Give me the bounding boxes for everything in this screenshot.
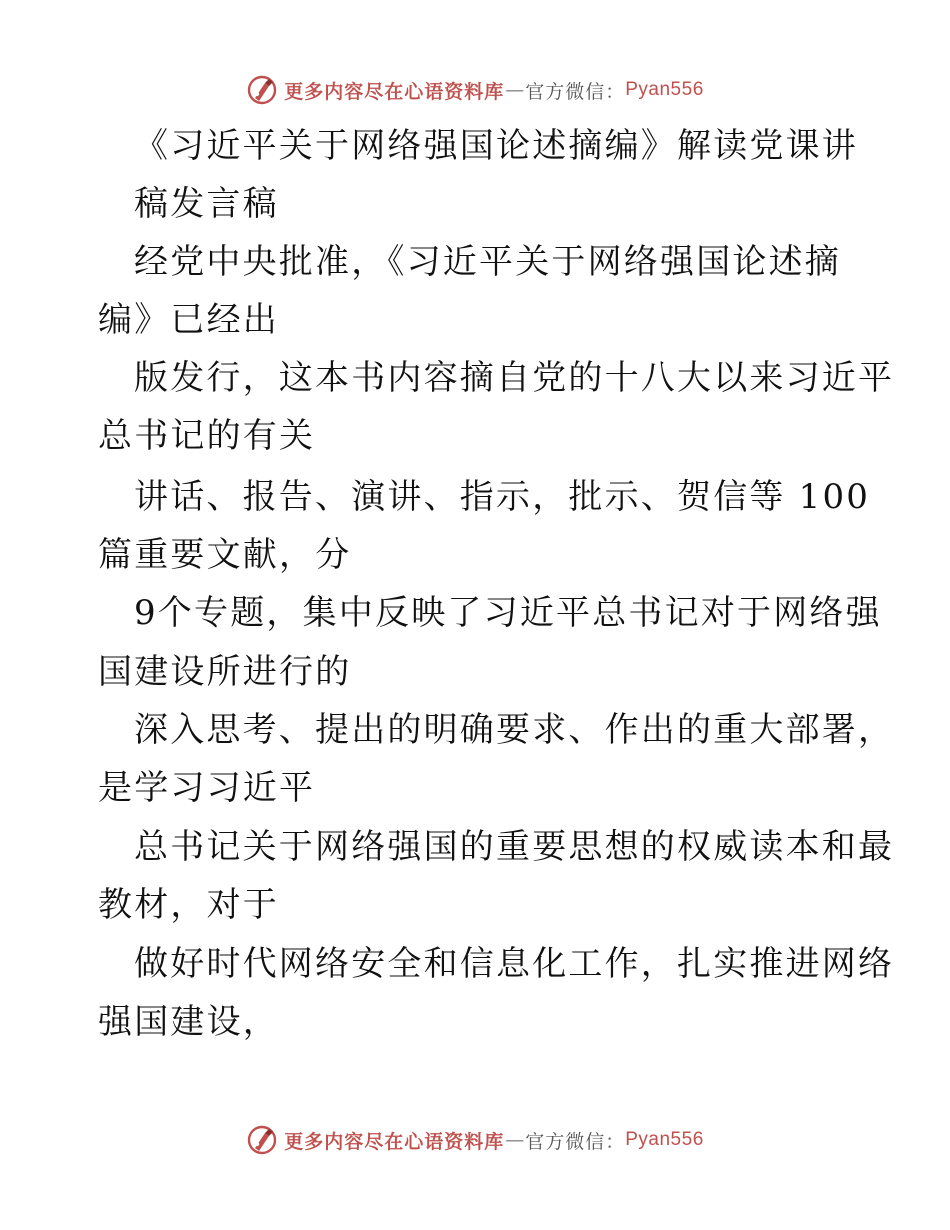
banner-main-text: 更多内容尽在心语资料库	[284, 1130, 505, 1153]
paragraph-line: 国建设所进行的	[98, 652, 352, 692]
paragraph-line: 总书记的有关	[98, 416, 316, 456]
paragraph-line: 版发行，这本书内容摘自党的十八大以来习近平	[134, 358, 895, 398]
paragraph-line: 是学习习近平	[98, 768, 316, 808]
pen-nib-logo-icon	[246, 74, 278, 106]
banner-main-text: 更多内容尽在心语资料库	[284, 80, 505, 103]
document-title-line-2: 稿发言稿	[134, 184, 279, 224]
document-title-line-1: 《习近平关于网络强国论述摘编》解读党课讲	[134, 126, 858, 166]
paragraph-line: 教材，对于	[98, 885, 279, 925]
paragraph-line: 做好时代网络安全和信息化工作，扎实推进网络	[134, 944, 895, 984]
banner-wechat-id: Pyan556	[625, 79, 704, 100]
paragraph-line: 编》已经出	[98, 300, 279, 340]
paragraph-line: 深入思考、提出的明确要求、作出的重大部署，	[134, 710, 895, 750]
paragraph-line: 9个专题，集中反映了习近平总书记对于网络强	[134, 593, 882, 633]
paragraph-line: 经党中央批准，《习近平关于网络强国论述摘	[134, 242, 841, 282]
paragraph-line: 总书记关于网络强国的重要思想的权威读本和最	[134, 827, 895, 867]
paragraph-line: 讲话、报告、演讲、指示，批示、贺信等 100	[134, 477, 871, 517]
pen-nib-logo-icon	[246, 1124, 278, 1156]
banner-wechat-label: 官方微信：	[525, 80, 626, 103]
header-banner	[0, 70, 950, 110]
paragraph-line: 强国建设，	[98, 1002, 279, 1042]
banner-dash: —	[505, 1129, 525, 1151]
banner-wechat-label: 官方微信：	[525, 1130, 626, 1153]
banner-wechat-id: Pyan556	[625, 1129, 704, 1150]
banner-dash: —	[505, 79, 525, 101]
footer-banner	[0, 1120, 950, 1160]
paragraph-line: 篇重要文献，分	[98, 535, 352, 575]
